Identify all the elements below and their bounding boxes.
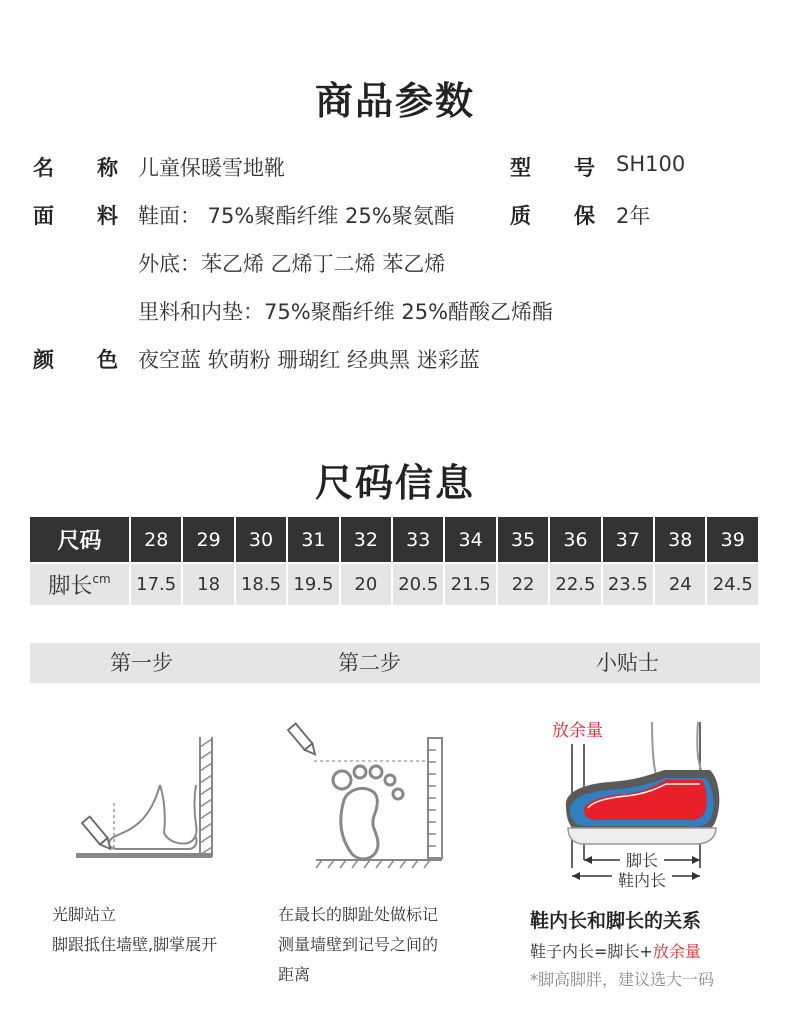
warranty-label	[510, 200, 595, 230]
color-label	[33, 344, 118, 374]
size-cell: 31	[287, 517, 339, 563]
material-lining: 里料和内垫：75%聚酯纤维 25%醋酸乙烯酯	[138, 300, 554, 324]
name-label-char1: 名	[33, 156, 54, 180]
tip-formula	[530, 939, 701, 962]
color-label-char2: 色	[97, 348, 118, 372]
foot-length-cell: 19.5	[287, 563, 339, 605]
step1-title: 第一步	[110, 651, 173, 675]
size-cell: 34	[444, 517, 496, 563]
steps-header-bar	[30, 643, 760, 683]
step1-caption	[52, 900, 217, 960]
color-label-char1: 颜	[33, 348, 54, 372]
tip-illustration	[540, 710, 730, 890]
tip-allowance-label: 放余量	[552, 721, 603, 741]
size-cell: 29	[182, 517, 234, 563]
step2-title: 第二步	[338, 651, 401, 675]
size-table	[30, 517, 760, 605]
name-label	[33, 152, 118, 182]
size-info-title: 尺码信息	[314, 461, 475, 505]
tip-title: 小贴士	[596, 651, 659, 675]
step2-caption	[278, 900, 438, 990]
tip-foot-label: 脚长	[625, 851, 659, 870]
foot-length-cell: 24.5	[706, 563, 759, 605]
warranty-value: 2年	[616, 204, 651, 228]
foot-length-cell: 22	[497, 563, 549, 605]
foot-length-cell: 18.5	[235, 563, 287, 605]
tip-note: *脚高脚胖，建议选大一码	[530, 970, 715, 989]
model-value: SH100	[616, 152, 686, 176]
size-cell: 36	[549, 517, 601, 563]
step1-illustration	[60, 725, 230, 865]
tip-formula-a: 鞋子内长=脚长+	[530, 942, 653, 961]
foot-length-cell: 23.5	[602, 563, 654, 605]
size-cell: 32	[340, 517, 392, 563]
material-label-char2: 料	[97, 204, 118, 228]
foot-length-cell: 22.5	[549, 563, 601, 605]
foot-length-cell: 21.5	[444, 563, 496, 605]
model-label-char1: 型	[510, 156, 531, 180]
size-cell: 33	[392, 517, 444, 563]
tip-heading: 鞋内长和脚长的关系	[530, 910, 702, 932]
size-cell: 38	[654, 517, 706, 563]
model-label	[510, 152, 595, 182]
step2-line-1: 在最长的脚趾处做标记	[278, 905, 439, 924]
step2-illustration	[282, 720, 452, 870]
tip-formula-b: 放余量	[652, 942, 701, 961]
size-cell: 35	[497, 517, 549, 563]
size-cell: 30	[235, 517, 287, 563]
step1-line-1: 光脚站立	[52, 905, 117, 924]
size-cell: 39	[706, 517, 759, 563]
foot-length-header	[30, 563, 130, 605]
color-value: 夜空蓝 软萌粉 珊瑚红 经典黑 迷彩蓝	[138, 348, 480, 372]
material-sole: 外底：苯乙烯 乙烯丁二烯 苯乙烯	[138, 252, 446, 276]
size-row	[30, 517, 759, 563]
step2-line-3: 距离	[278, 965, 311, 984]
name-label-char2: 称	[97, 156, 118, 180]
foot-length-cell: 18	[182, 563, 234, 605]
name-value: 儿童保暖雪地靴	[138, 156, 285, 180]
warranty-label-char1: 质	[510, 204, 531, 228]
foot-length-unit: cm	[92, 572, 111, 586]
size-cell: 28	[130, 517, 182, 563]
foot-length-cell: 20.5	[392, 563, 444, 605]
size-header: 尺码	[30, 517, 130, 563]
tip-inner-label: 鞋内长	[617, 871, 667, 890]
material-label-char1: 面	[33, 204, 54, 228]
warranty-label-char2: 保	[574, 204, 595, 228]
foot-length-header-text: 脚长	[48, 574, 93, 599]
material-upper: 鞋面： 75%聚酯纤维 25%聚氨酯	[138, 204, 455, 228]
foot-length-cell: 17.5	[130, 563, 182, 605]
foot-length-cell: 20	[340, 563, 392, 605]
size-cell: 37	[602, 517, 654, 563]
foot-length-row	[30, 563, 759, 605]
material-label	[33, 200, 118, 230]
model-label-char2: 号	[574, 156, 595, 180]
step1-line-2: 脚跟抵住墙壁,脚掌展开	[52, 935, 218, 954]
foot-length-cell: 24	[654, 563, 706, 605]
step2-line-2: 测量墙壁到记号之间的	[278, 935, 439, 954]
params-title: 商品参数	[314, 79, 475, 123]
